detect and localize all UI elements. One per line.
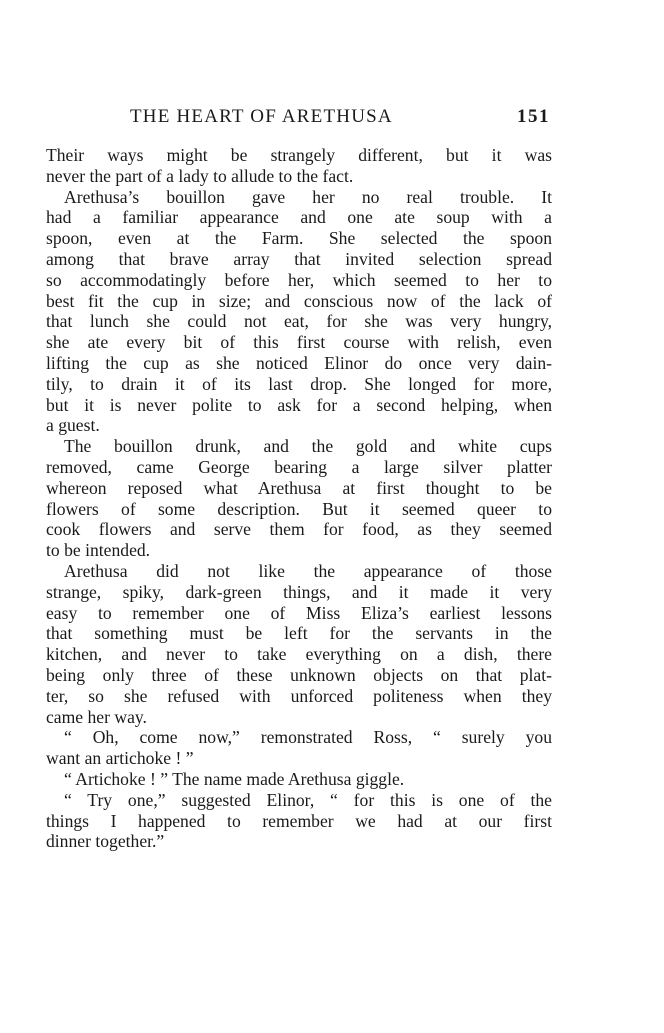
- text-line: a guest.: [46, 415, 100, 436]
- body-text: [46, 145, 552, 852]
- text-line: lifting the cup as she noticed Elinor do once very dain-: [46, 352, 552, 373]
- page-number: 151: [517, 106, 550, 127]
- text-line: had a familiar appearance and one ate soup with a: [46, 207, 552, 228]
- text-line: to be intended.: [46, 540, 151, 561]
- text-line: spoon, even at the Farm. She selected the spoon: [46, 228, 552, 249]
- text-line: among that brave array that invited selection spread: [46, 248, 552, 269]
- paragraph-start-line: “ Try one,” suggested Elinor, “ for this is one of the: [64, 789, 552, 810]
- text-line: want an artichoke ! ”: [46, 748, 194, 769]
- text-line: removed, came George bearing a large silver platter: [46, 456, 552, 477]
- text-line: never the part of a lady to allude to the fact.: [46, 165, 354, 186]
- text-line: that lunch she could not eat, for she was very hungry,: [46, 311, 552, 332]
- text-line: cook flowers and serve them for food, as they seemed: [46, 519, 552, 540]
- running-head: [46, 104, 552, 134]
- text-line: Their ways might be strangely different, but it was: [46, 145, 552, 165]
- text-line: things I happened to remember we had at our first: [46, 810, 552, 831]
- paragraph-start-line: Arethusa did not like the appearance of those: [64, 560, 552, 581]
- text-line: but it is never polite to ask for a second helping, when: [46, 394, 552, 415]
- text-line: whereon reposed what Arethusa at first thought to be: [46, 477, 552, 498]
- text-line: she ate every bit of this first course with relish, even: [46, 332, 552, 353]
- paragraph-start-line: “ Oh, come now,” remonstrated Ross, “ surely you: [64, 727, 552, 748]
- running-title: THE HEART OF ARETHUSA: [130, 106, 393, 127]
- text-line: tily, to drain it of its last drop. She longed for more,: [46, 373, 552, 394]
- text-line: that something must be left for the servants in the: [46, 623, 552, 644]
- text-line: came her way.: [46, 706, 147, 727]
- text-line: strange, spiky, dark-green things, and it made it very: [46, 581, 552, 602]
- paragraph-start-line: Arethusa’s bouillon gave her no real trouble. It: [64, 186, 552, 207]
- text-line: so accommodatingly before her, which seemed to her to: [46, 269, 552, 290]
- text-line: best fit the cup in size; and conscious now of the lack of: [46, 290, 552, 311]
- text-line: easy to remember one of Miss Eliza’s earliest lessons: [46, 602, 552, 623]
- text-line: ter, so she refused with unforced politeness when they: [46, 685, 552, 706]
- paragraph-start-line: The bouillon drunk, and the gold and white cups: [64, 436, 552, 457]
- text-line: being only three of these unknown objects on that plat-: [46, 664, 552, 685]
- text-line: dinner together.”: [46, 831, 165, 852]
- text-line: kitchen, and never to take everything on a dish, there: [46, 644, 552, 665]
- paragraph-start-line: “ Artichoke ! ” The name made Arethusa giggle.: [64, 768, 405, 789]
- text-line: flowers of some description. But it seemed queer to: [46, 498, 552, 519]
